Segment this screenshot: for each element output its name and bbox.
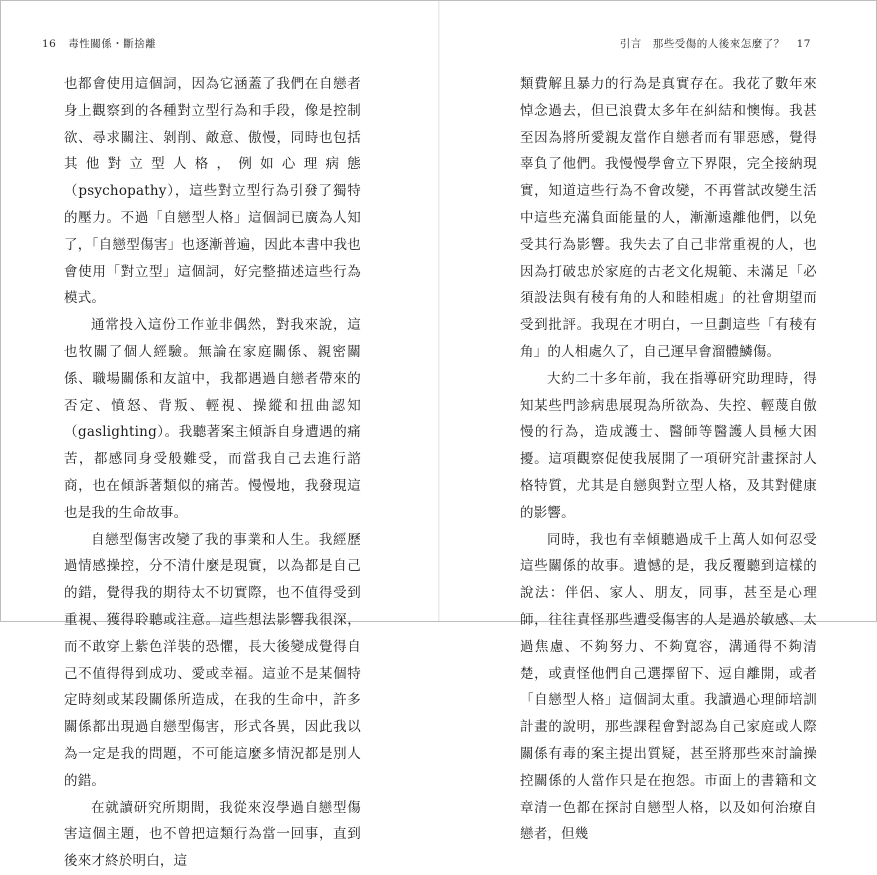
running-chapter-title: 引言 那些受傷的人後來怎麼了？ [619, 38, 785, 50]
paragraph: 自戀型傷害改變了我的事業和人生。我經歷過情感操控，分不清什麼是現實，以為都是自己的錯，覺得我的期待太不切實際，也不值得受到重視、獲得聆聽或注意。這些想法影響我很深，而不敢穿上紫色洋裝的恐懼，長大後變成覺得自己不值得得到成功、愛或幸福。這並不是某個特定時刻或某段關係所造成，在我的生命中，許多關係都出現過自戀型傷害，形式各異，因此我以為一定是我的問題，不可能這麼多情況都是別人的錯。 [64, 531, 361, 789]
paragraph: 大約二十多年前，我在指導研究助理時，得知某些門診病患展現為所欲為、失控、輕蔑自傲慢的行為，造成護士、醫師等醫護人員極大困擾。這項觀察促使我展開了一項研究計畫探討人格特質，尤其是自戀與對立型人格，及其對健康的影響。 [520, 370, 817, 521]
right-page-number: 17 [796, 38, 811, 50]
paragraph: 同時，我也有幸傾聽過成千上萬人如何忍受這些關係的故事。遺憾的是，我反覆聽到這樣的說法：伴侶、家人、朋友，同事，甚至是心理師，往往責怪那些遭受傷害的人是過於敏感、太過焦慮、不夠努力、不夠寬容，溝通得不夠清楚，或責怪他們自己選擇留下、逗自離開，或者「自戀型人格」這個詞太重。我讀過心理師培訓計畫的說明，那些課程會對認為自己家庭或人際關係有毒的案主提出質疑，甚至將那些來討論操控關係的人當作只是在抱怨。市面上的書籍和文章清一色都在探討自戀型人格，以及如何治療自戀者，但幾 [520, 531, 817, 843]
paragraph: 類費解且暴力的行為是真實存在。我花了數年來悼念過去，但已浪費太多年在糾結和懊悔。我甚至因為將所愛親友當作自戀者而有罪惡感，覺得辜負了他們。我慢慢學會立下界限，完全接納現實，知道這些行為不會改變，不再嘗試改變生活中這些充滿負面能量的人，漸漸遠離他們，以免受其行為影響。我失去了自己非常重視的人，也因為打破忠於家庭的古老文化規範、未滿足「必須設法與有稜有角的人和睦相處」的社會期望而受到批評。我現在才明白，一旦劃這些「有稜有角」的人相處久了，自己運早會溜體鱗傷。 [520, 76, 817, 360]
left-page-body [64, 71, 361, 875]
left-page-number: 16 [42, 38, 57, 50]
paragraph: 通常投入這份工作並非偶然，對我來說，這也牧關了個人經驗。無論在家庭關係、親密關係、職場關係和友誼中，我都遇過自戀者帶來的否定、憤怒、背叛、輕視、操縱和扭曲認知（gaslighting）。我聽著案主傾訴自身遭遇的痛苦，都感同身受般難受，而當我自己去進行諮商，也在傾訴著類似的痛苦。慢慢地，我發現這也是我的生命故事。 [64, 317, 361, 521]
right-page-header [620, 36, 819, 51]
paragraph: 在就讀研究所期間，我從來沒學過自戀型傷害這個主題，也不曾把這類行為當一回事，直到後來才終於明白，這 [64, 799, 361, 870]
paragraph: 也都會使用這個詞，因為它涵蓋了我們在自戀者身上觀察到的各種對立型行為和手段，像是控制欲、尋求關注、剝削、敵意、傲慢，同時也包括其他對立型人格，例如心理病態（psychopathy），這些對立型行為引發了獨特的壓力。不過「自戀型人格」這個詞已廣為人知了，「自戀型傷害」也逐漸普遍，因此本書中我也會使用「對立型」這個詞，好完整描述這些行為模式。 [64, 76, 361, 307]
right-page [439, 1, 877, 843]
running-title: 毒性關係・斷捨離 [68, 38, 157, 50]
left-page [1, 1, 439, 870]
right-page-body [520, 71, 817, 848]
left-page-header [34, 36, 156, 51]
